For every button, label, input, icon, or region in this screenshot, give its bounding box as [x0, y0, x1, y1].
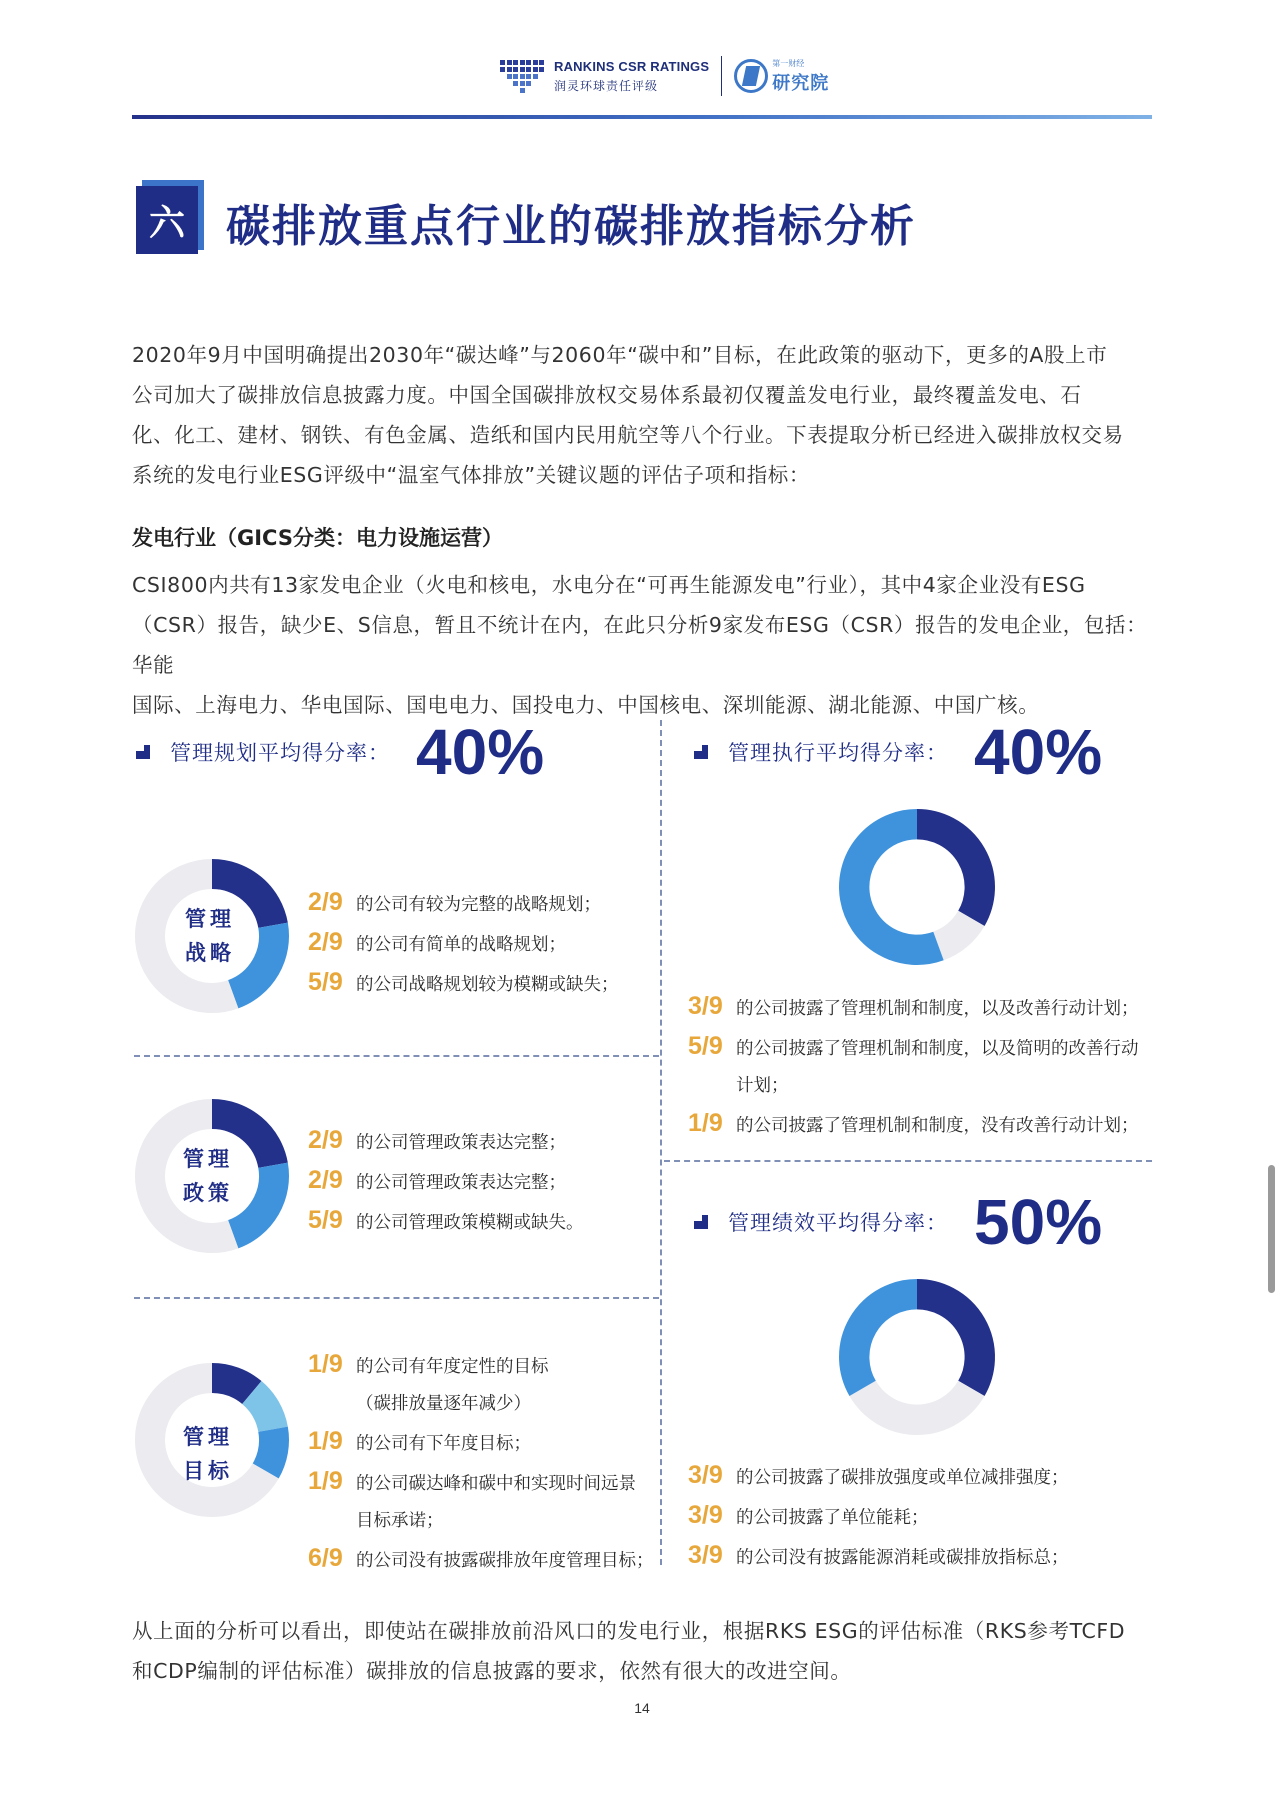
donut-segment	[266, 1429, 274, 1471]
donut-label-line: 管理	[183, 1147, 233, 1171]
row-divider	[664, 1160, 1152, 1162]
strategy-donut-label	[160, 902, 260, 970]
list-item	[308, 884, 619, 924]
section-number: 六	[136, 186, 198, 254]
item-text: 的公司披露了管理机制和制度，以及简明的改善行动	[736, 1039, 1139, 1059]
item-continuation: 目标承诺；	[356, 1511, 444, 1531]
header-rule	[132, 115, 1152, 119]
execution-score-label: 管理执行平均得分率：	[728, 741, 948, 765]
fraction-value: 5/9	[308, 1206, 343, 1234]
page-number: 14	[634, 1700, 650, 1716]
intro-line: 系统的发电行业ESG评级中“温室气体排放”关键议题的评估子项和指标：	[132, 463, 810, 487]
fraction-value: 1/9	[688, 1109, 723, 1137]
industry-paragraph	[132, 565, 1152, 725]
donut-label-line: 目标	[183, 1459, 233, 1483]
research-logo-text: 研究院	[772, 72, 830, 94]
target-donut-label	[158, 1420, 258, 1488]
donut-segment	[854, 824, 938, 950]
planning-score-label: 管理规划平均得分率：	[170, 741, 390, 765]
donut-segment	[863, 1388, 972, 1419]
industry-line: （CSR）报告，缺少E、S信息，暂且不统计在内，在此只分析9家发布ESG（CSR）报告的发电企业，包括：华能	[132, 613, 1148, 677]
industry-line: 国际、上海电力、华电国际、国电电力、国投电力、中国核电、深圳能源、湖北能源、中国广核。	[132, 693, 1040, 717]
industry-heading: 发电行业（GICS分类：电力设施运营）	[132, 526, 503, 550]
row-divider	[134, 1055, 659, 1057]
performance-score	[694, 1185, 1102, 1259]
donut-label-line: 政策	[183, 1181, 233, 1205]
item-text: 的公司披露了单位能耗；	[736, 1508, 929, 1528]
fraction-value: 2/9	[308, 888, 343, 916]
bullet-square-icon	[694, 745, 708, 759]
donut-segment	[212, 1378, 252, 1393]
scrollbar-thumb[interactable]	[1268, 1165, 1275, 1293]
fraction-value: 2/9	[308, 928, 343, 956]
logo-divider	[721, 56, 722, 96]
fraction-value: 6/9	[308, 1544, 343, 1572]
research-logo-small-text: 第一财经	[772, 58, 805, 68]
item-text: 的公司管理政策表达完整；	[356, 1133, 566, 1153]
strategy-list	[308, 884, 619, 1004]
rankins-logo-text-en: RANKINS CSR RATINGS	[554, 58, 710, 74]
donut-segment	[938, 918, 971, 946]
list-item	[688, 1457, 1069, 1497]
fraction-value: 5/9	[308, 968, 343, 996]
fraction-value: 3/9	[688, 1461, 723, 1489]
fraction-value: 5/9	[688, 1032, 723, 1060]
fraction-value: 1/9	[308, 1427, 343, 1455]
research-institute-logo	[734, 58, 829, 95]
item-text: 的公司披露了管理机制和制度，以及改善行动计划；	[736, 999, 1139, 1019]
fraction-value: 1/9	[308, 1350, 343, 1378]
item-text: 的公司战略规划较为模糊或缺失；	[356, 975, 619, 995]
policy-list	[308, 1122, 584, 1242]
section-number-badge	[136, 180, 204, 256]
list-item	[308, 924, 619, 964]
list-item	[308, 1162, 584, 1202]
donut-segment	[917, 824, 980, 918]
rankins-logo-icon	[500, 56, 546, 96]
intro-line: 化、化工、建材、钢铁、有色金属、造纸和国内民用航空等八个行业。下表提取分析已经进入碳排放权交易	[132, 423, 1124, 447]
execution-score-value: 40%	[974, 716, 1103, 788]
planning-score	[136, 715, 544, 789]
fraction-value: 2/9	[308, 1166, 343, 1194]
list-item	[308, 1202, 584, 1242]
donut-label-line: 管理	[185, 907, 235, 931]
performance-score-label: 管理绩效平均得分率：	[728, 1211, 948, 1235]
list-item	[308, 964, 619, 1004]
fraction-value: 3/9	[688, 1501, 723, 1529]
item-text: 的公司有较为完整的战略规划；	[356, 895, 601, 915]
item-text: 的公司有简单的战略规划；	[356, 935, 566, 955]
section-title: 碳排放重点行业的碳排放指标分析	[226, 201, 916, 252]
list-item	[688, 1105, 1139, 1145]
execution-score	[694, 715, 1102, 789]
performance-list	[688, 1457, 1069, 1577]
intro-line: 公司加大了碳排放信息披露力度。中国全国碳排放权交易体系最初仅覆盖发电行业，最终覆盖发电、石	[132, 383, 1082, 407]
item-text: 的公司有下年度目标；	[356, 1434, 531, 1454]
item-text: 的公司披露了碳排放强度或单位减排强度；	[736, 1468, 1069, 1488]
performance-score-value: 50%	[974, 1186, 1103, 1258]
intro-line: 2020年9月中国明确提出2030年“碳达峰”与2060年“碳中和”目标，在此政策的驱动下，更多的A股上市	[132, 343, 1108, 367]
fraction-value: 1/9	[308, 1467, 343, 1495]
execution-list	[688, 988, 1139, 1145]
bullet-square-icon	[694, 1215, 708, 1229]
item-text: 的公司没有披露碳排放年度管理目标；	[356, 1551, 654, 1571]
execution-donut-chart	[838, 808, 996, 966]
list-item	[308, 1463, 654, 1503]
list-item	[308, 1540, 654, 1580]
donut-segment	[854, 1294, 917, 1388]
target-list	[308, 1346, 654, 1580]
donut-segment	[917, 1294, 980, 1388]
planning-score-value: 40%	[416, 716, 545, 788]
research-logo-icon	[734, 59, 768, 93]
item-continuation: （碳排放量逐年减少）	[356, 1394, 531, 1414]
list-item	[688, 1028, 1139, 1068]
list-item	[308, 1423, 654, 1463]
item-text: 的公司碳达峰和碳中和实现时间远景	[356, 1474, 636, 1494]
list-item	[688, 1537, 1069, 1577]
conclusion-line: 从上面的分析可以看出，即使站在碳排放前沿风口的发电行业，根据RKS ESG的评估标准（RKS参考TCFD	[132, 1619, 1126, 1643]
policy-donut-label	[158, 1142, 258, 1210]
rankins-logo-text-cn: 润灵环球责任评级	[554, 78, 659, 93]
fraction-value: 2/9	[308, 1126, 343, 1154]
conclusion-paragraph	[132, 1611, 1152, 1691]
list-item	[688, 1497, 1069, 1537]
rankins-logo	[500, 56, 709, 96]
item-text: 的公司披露了管理机制和制度，没有改善行动计划；	[736, 1116, 1139, 1136]
fraction-value: 3/9	[688, 1541, 723, 1569]
list-item	[308, 1346, 654, 1386]
donut-label-line: 管理	[183, 1425, 233, 1449]
item-text: 的公司有年度定性的目标	[356, 1357, 549, 1377]
row-divider	[134, 1297, 659, 1299]
item-text: 的公司管理政策表达完整；	[356, 1173, 566, 1193]
list-item	[688, 988, 1139, 1028]
conclusion-line: 和CDP编制的评估标准）碳排放的信息披露的要求，依然有很大的改进空间。	[132, 1659, 852, 1683]
page-header	[500, 48, 829, 104]
performance-donut-chart	[838, 1278, 996, 1436]
item-continuation: 计划；	[736, 1076, 789, 1096]
donut-label-line: 战略	[185, 941, 235, 965]
fraction-value: 3/9	[688, 992, 723, 1020]
bullet-square-icon	[136, 745, 150, 759]
list-item	[308, 1122, 584, 1162]
industry-line: CSI800内共有13家发电企业（火电和核电，水电分在“可再生能源发电”行业），其中4家企业没有ESG	[132, 573, 1086, 597]
item-text: 的公司管理政策模糊或缺失。	[356, 1213, 584, 1233]
item-text: 的公司没有披露能源消耗或碳排放指标总；	[736, 1548, 1069, 1568]
intro-paragraph	[132, 335, 1152, 495]
column-divider	[660, 720, 662, 1565]
